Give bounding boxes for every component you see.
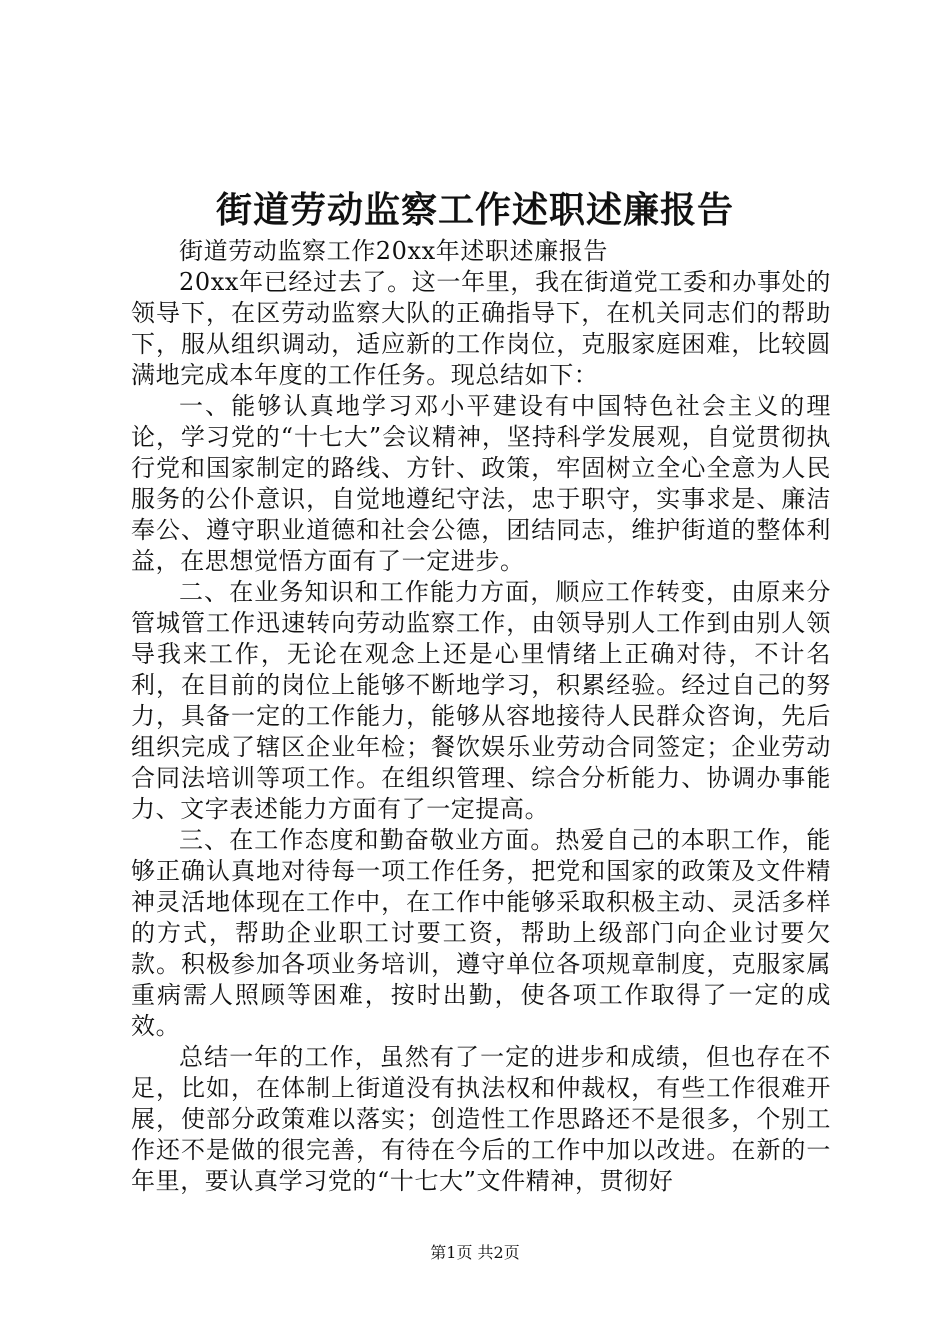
page-number-footer: 第1页 共2页 xyxy=(430,1243,520,1262)
paragraph-section-1: 一、能够认真地学习邓小平建设有中国特色社会主义的理论，学习党的“十七大”会议精神，坚持科学发展观，自觉贯彻执行党和国家制定的路线、方针、政策，牢固树立全心全意为人民服务的公仆意识，自觉地遵纪守法，忠于职守，实事求是、廉洁奉公、遵守职业道德和社会公德，团结同志，维护街道的整体利益，在思想觉悟方面有了一定进步。 xyxy=(131,392,831,575)
paragraph-intro: 20xx年已经过去了。这一年里，我在街道党工委和办事处的领导下，在区劳动监察大队的正确指导下，在机关同志们的帮助下，服从组织调动，适应新的工作岗位，克服家庭困难，比较圆满地完成本年度的工作任务。现总结如下： xyxy=(131,268,831,389)
paragraph-summary: 总结一年的工作，虽然有了一定的进步和成绩，但也存在不足，比如，在体制上街道没有执法权和仲裁权，有些工作很难开展，使部分政策难以落实；创造性工作思路还不是很多，个别工作还不是做的很完善，有待在今后的工作中加以改进。在新的一年里，要认真学习党的“十七大”文件精神，贯彻好 xyxy=(131,1043,831,1195)
document-body xyxy=(131,236,831,1197)
document-title: 街道劳动监察工作述职述廉报告 xyxy=(215,189,734,231)
paragraph-section-2: 二、在业务知识和工作能力方面，顺应工作转变，由原来分管城管工作迅速转向劳动监察工作，由领导别人工作到由别人领导我来工作，无论在观念上还是心里情绪上正确对待，不计名利，在目前的岗位上能够不断地学习，积累经验。经过自己的努力，具备一定的工作能力，能够从容地接待人民群众咨询，先后组织完成了辖区企业年检；餐饮娱乐业劳动合同签定；企业劳动合同法培训等项工作。在组织管理、综合分析能力、协调办事能力、文字表述能力方面有了一定提高。 xyxy=(131,578,831,823)
paragraph-section-3: 三、在工作态度和勤奋敬业方面。热爱自己的本职工作，能够正确认真地对待每一项工作任务，把党和国家的政策及文件精神灵活地体现在工作中，在工作中能够采取积极主动、灵活多样的方式，帮助企业职工讨要工资，帮助上级部门向企业讨要欠款。积极参加各项业务培训，遵守单位各项规章制度，克服家属重病需人照顾等困难，按时出勤，使各项工作取得了一定的成效。 xyxy=(131,826,831,1040)
paragraph-subtitle: 街道劳动监察工作20xx年述职述廉报告 xyxy=(179,237,609,265)
